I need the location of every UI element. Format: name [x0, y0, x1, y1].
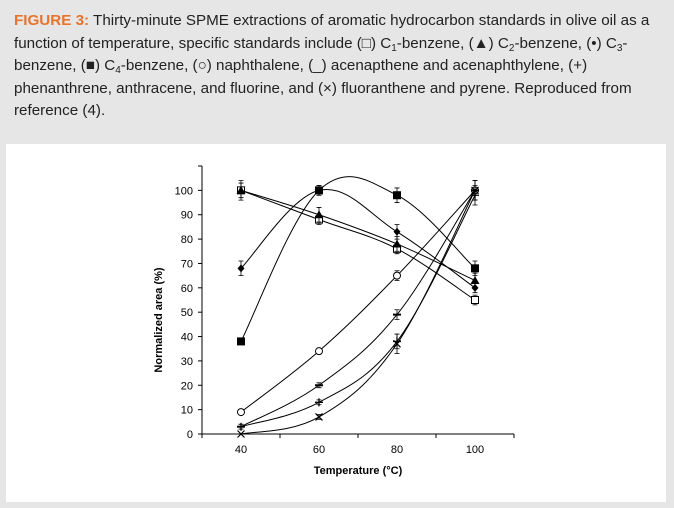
y-tick-label: 30 — [180, 355, 193, 368]
caption-text-1: Thirty-minute SPME extractions of aromatic hydrocarbon standards in olive oil as a function of temperature, specific standards include (□) C — [14, 12, 650, 52]
x-tick-label: 100 — [465, 444, 485, 456]
data-point-filled-square — [471, 264, 479, 272]
y-tick-label: 40 — [180, 331, 193, 344]
data-point-open-circle — [238, 409, 245, 416]
caption-text-2: -benzene, (▲) C — [396, 34, 509, 52]
y-tick-label: 90 — [180, 209, 193, 222]
caption-sub-3: 3 — [616, 42, 623, 54]
data-point-filled-square — [237, 337, 245, 345]
y-tick-label: 20 — [180, 380, 193, 393]
y-tick-label: 80 — [180, 234, 193, 247]
x-tick-label: 60 — [312, 444, 326, 456]
chart-panel — [6, 144, 666, 502]
caption-sub-2: 2 — [508, 42, 515, 54]
y-tick-label: 100 — [174, 185, 193, 198]
x-tick-label: 80 — [390, 444, 404, 456]
x-axis-title: Temperature (°C) — [313, 465, 403, 477]
data-point-filled-square — [393, 191, 401, 199]
data-point-plus — [315, 398, 323, 406]
series-6 — [237, 185, 479, 430]
series-line — [241, 190, 475, 426]
data-point-open-square — [472, 297, 479, 304]
caption-text-4: -benzene, (■) C — [14, 34, 628, 74]
series-7 — [238, 181, 479, 438]
data-point-triangle — [315, 210, 324, 218]
y-axis-title: Normalized area (%) — [153, 267, 165, 373]
line-chart — [6, 144, 666, 502]
data-point-filled-square — [315, 186, 323, 194]
series-line — [241, 190, 475, 434]
series-line — [241, 190, 475, 300]
data-point-diamond — [472, 284, 479, 292]
figure-label: FIGURE 3: — [14, 12, 90, 29]
figure-caption — [14, 10, 664, 123]
data-point-plus — [237, 423, 245, 431]
caption-text-5: -benzene, (○) naphthalene, (_) acenapthene and acenaphthylene, (+) phenanthrene, anthracene, and fluorine, and (×) fluoranthene and pyrene. Reproduced from reference (4). — [14, 57, 632, 119]
y-tick-label: 0 — [186, 429, 193, 441]
series-2 — [238, 185, 479, 292]
y-tick-label: 70 — [180, 258, 193, 271]
y-tick-label: 60 — [180, 282, 193, 295]
data-point-diamond — [394, 228, 401, 236]
x-tick-label: 40 — [234, 444, 248, 456]
series-line — [241, 190, 475, 412]
data-point-triangle — [393, 239, 402, 247]
caption-sub-1: 1 — [391, 42, 397, 54]
series-0 — [238, 183, 479, 305]
y-tick-label: 50 — [180, 307, 193, 320]
series-line — [241, 189, 475, 287]
series-5 — [237, 181, 479, 430]
data-point-open-circle — [316, 348, 323, 355]
caption-sub-4: 4 — [115, 65, 121, 76]
data-point-open-circle — [394, 272, 401, 279]
y-tick-label: 10 — [180, 404, 193, 417]
caption-text-3: -benzene, (•) C — [514, 34, 617, 52]
